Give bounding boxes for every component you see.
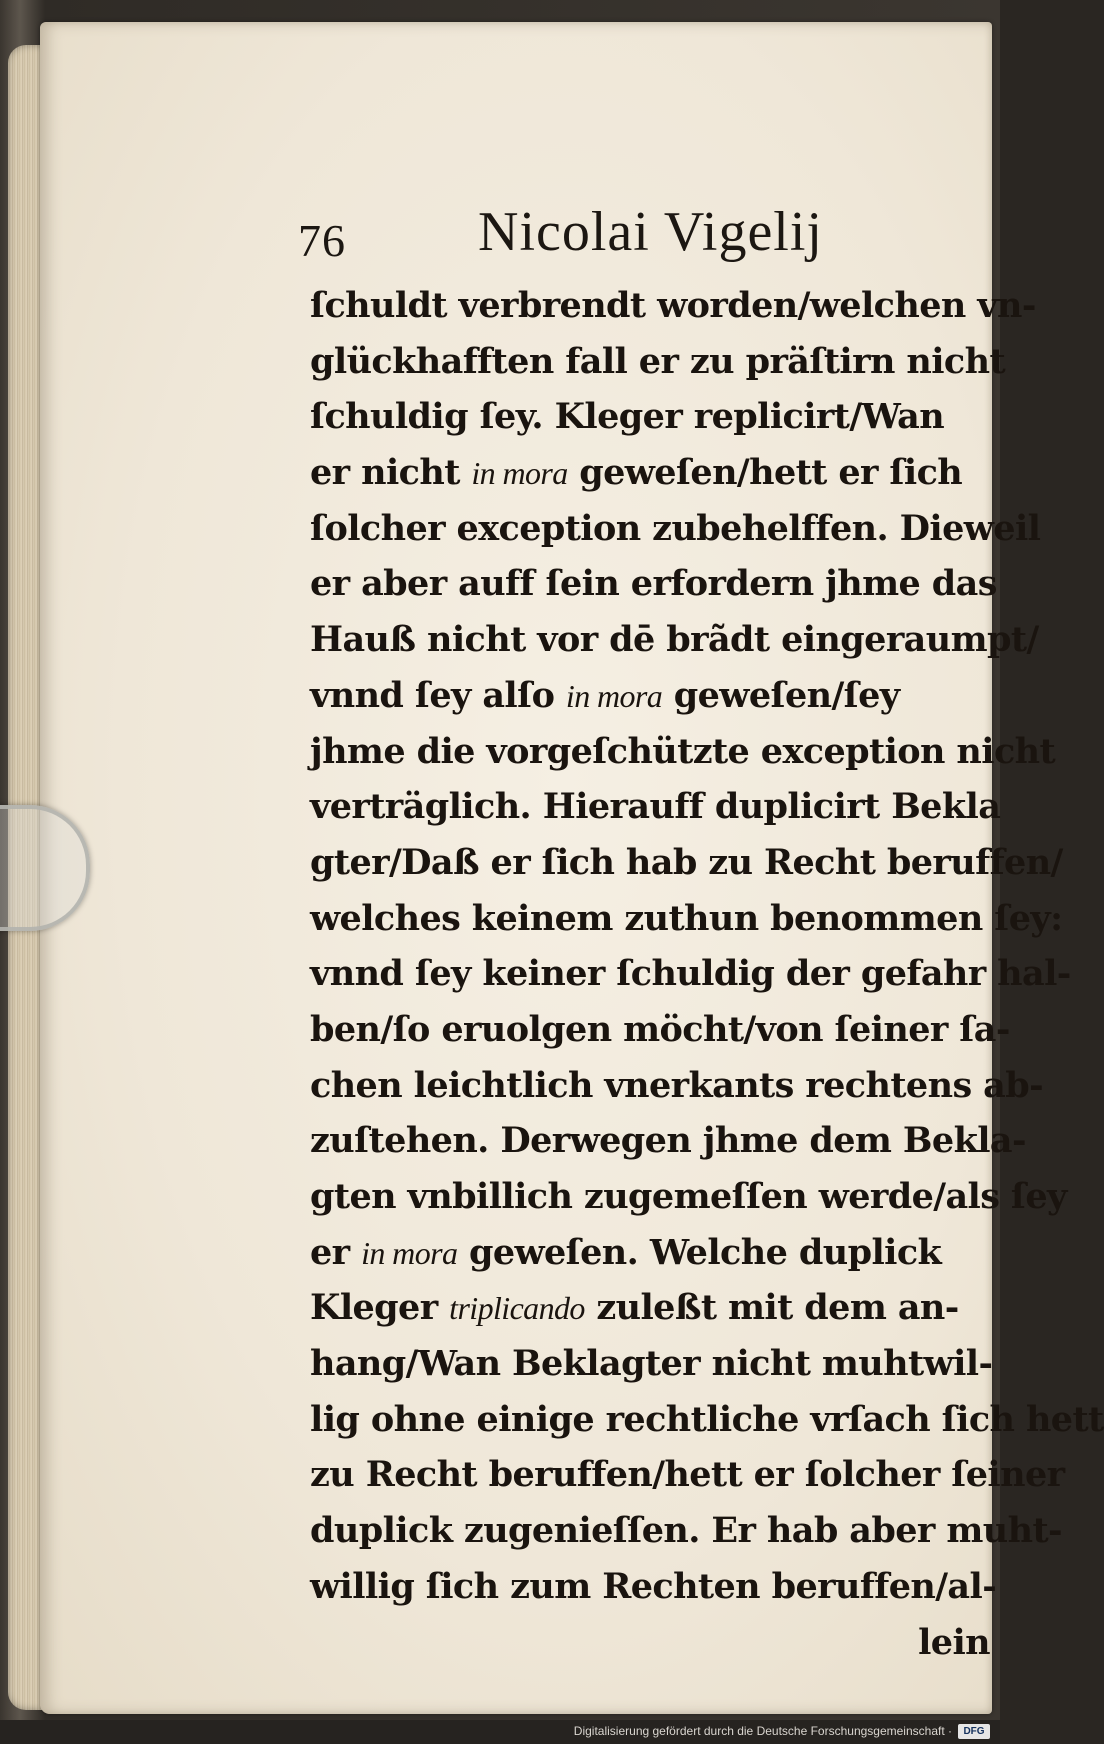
text-line: [310, 556, 997, 612]
text-line: [310, 278, 1036, 334]
text-segment: ſchuldig ſey. Kleger replicirt/Wan: [310, 396, 945, 438]
text-segment: geweſen. Welche duplick: [457, 1231, 942, 1273]
text-segment: Hauß nicht vor dē brãdt eingeraumpt/: [310, 619, 1039, 661]
text-segment: glückhafften fall er zu präſtirn nicht: [310, 340, 1006, 382]
text-line: [310, 1559, 997, 1615]
text-segment: willig ſich zum Rechten beruffen/al-: [310, 1565, 997, 1607]
text-segment: geweſen/hett er ſich: [567, 452, 963, 494]
text-segment: ſchuldt verbrendt worden/welchen vn-: [310, 285, 1036, 326]
running-title: Nicolai Vigelij: [478, 201, 823, 263]
text-segment: duplick zugenieſſen. Er hab aber muht-: [310, 1510, 1062, 1552]
text-segment: hang/Wan Beklagter nicht muhtwil-: [310, 1343, 993, 1385]
text-segment: ſolcher exception zubehelffen. Dieweil: [310, 507, 1041, 549]
text-segment: zuleßt mit dem an-: [584, 1287, 959, 1329]
text-line: [310, 835, 1063, 891]
text-line: [310, 1113, 1026, 1169]
latin-italic-phrase: in mora: [471, 455, 568, 492]
text-line: [310, 1058, 1044, 1114]
footer-bar: [0, 1720, 1000, 1744]
text-line: [310, 334, 1006, 390]
text-segment: Kleger: [310, 1287, 450, 1329]
text-line: [310, 946, 1071, 1002]
text-line: [310, 1503, 1062, 1559]
text-segment: zu Recht beruffen/hett er ſolcher ſeiner: [310, 1454, 1065, 1496]
text-line: [310, 1447, 1065, 1503]
text-segment: er: [310, 1231, 362, 1273]
text-line: [310, 1392, 1104, 1448]
text-segment: zuſtehen. Derwegen jhme dem Bekla-: [310, 1120, 1026, 1162]
text-segment: chen leichtlich vnerkants rechtens ab-: [310, 1064, 1044, 1106]
text-segment: gter/Daß er ſich hab zu Recht beruffen/: [310, 841, 1063, 883]
dfg-logo: DFG: [958, 1724, 990, 1739]
text-line: [310, 891, 1063, 947]
page-number: 76: [298, 215, 346, 266]
text-segment: jhme die vorgeſchützte exception nicht: [310, 730, 1056, 772]
text-line: [310, 724, 1056, 780]
text-line: [310, 389, 990, 445]
text-line: [310, 1169, 1067, 1225]
text-line: [310, 779, 1001, 835]
latin-italic-phrase: in mora: [565, 677, 663, 714]
text-segment: er nicht: [310, 452, 472, 494]
text-segment: verträglich. Hierauff duplicirt Bekla: [310, 786, 1001, 828]
text-line: [310, 612, 1039, 668]
text-line: [310, 1280, 990, 1336]
text-segment: vnnd ſey alſo: [310, 674, 566, 716]
text-line: [310, 445, 990, 501]
digitization-credit: Digitalisierung gefördert durch die Deutsche Forschungsgemeinschaft ·: [573, 1724, 952, 1738]
text-segment: gten vnbillich zugemeſſen werde/als ſey: [310, 1176, 1067, 1217]
book-page: [40, 22, 1104, 1714]
text-segment: welches keinem zuthun benommen ſey:: [310, 897, 1063, 939]
catchword: lein: [918, 1621, 990, 1663]
text-segment: lig ohne einige rechtliche vrſach ſich hett: [310, 1398, 1104, 1440]
text-line: [310, 1002, 1010, 1058]
latin-italic-phrase: triplicando: [449, 1290, 585, 1327]
text-line: [310, 1336, 993, 1392]
text-line: [310, 1225, 990, 1281]
body-text: [310, 278, 1104, 1670]
latin-italic-phrase: in mora: [361, 1234, 458, 1271]
text-segment: geweſen/ſey: [662, 674, 900, 716]
text-line: [310, 668, 990, 724]
text-line: [310, 501, 1041, 557]
text-segment: er aber auff ſein erfordern jhme das: [310, 563, 997, 605]
text-segment: ben/ſo eruolgen möcht/von ſeiner ſa-: [310, 1008, 1010, 1050]
running-head: [298, 200, 858, 270]
text-segment: vnnd ſey keiner ſchuldig der gefahr hal-: [310, 953, 1071, 995]
